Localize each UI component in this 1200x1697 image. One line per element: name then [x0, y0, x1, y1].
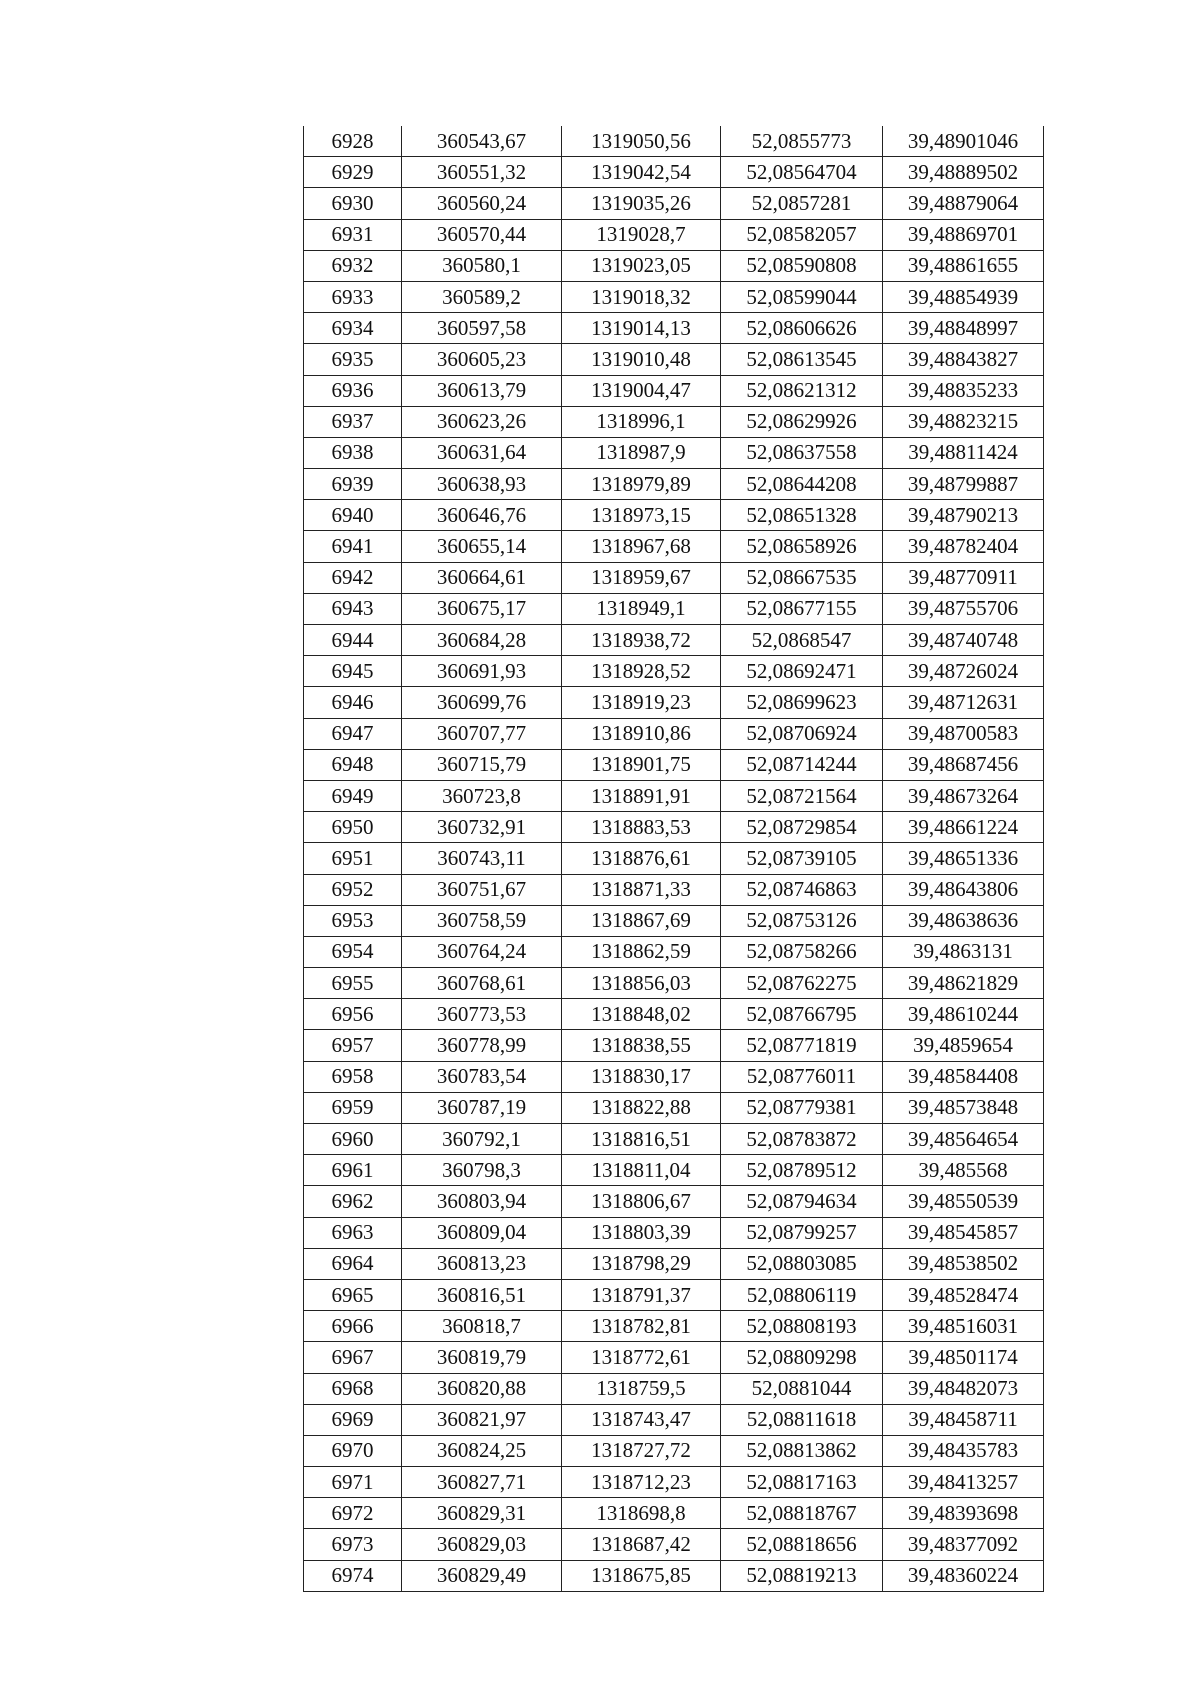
longitude-cell: 39,48869701 [883, 219, 1044, 250]
point-number-cell: 6942 [304, 562, 402, 593]
longitude-cell: 39,48413257 [883, 1467, 1044, 1498]
latitude-cell: 52,08582057 [721, 219, 883, 250]
latitude-cell: 52,08667535 [721, 562, 883, 593]
table-row [304, 1498, 1044, 1529]
x-coordinate-cell: 360580,1 [402, 250, 562, 281]
y-coordinate-cell: 1318772,61 [562, 1342, 721, 1373]
longitude-cell: 39,48621829 [883, 968, 1044, 999]
point-number-cell: 6934 [304, 313, 402, 344]
longitude-cell: 39,48799887 [883, 469, 1044, 500]
longitude-cell: 39,48901046 [883, 126, 1044, 157]
x-coordinate-cell: 360570,44 [402, 219, 562, 250]
x-coordinate-cell: 360818,7 [402, 1311, 562, 1342]
table-row [304, 1030, 1044, 1061]
x-coordinate-cell: 360631,64 [402, 437, 562, 468]
point-number-cell: 6945 [304, 656, 402, 687]
point-number-cell: 6973 [304, 1529, 402, 1560]
x-coordinate-cell: 360813,23 [402, 1248, 562, 1279]
x-coordinate-cell: 360605,23 [402, 344, 562, 375]
longitude-cell: 39,48651336 [883, 843, 1044, 874]
x-coordinate-cell: 360543,67 [402, 126, 562, 157]
longitude-cell: 39,48854939 [883, 281, 1044, 312]
table-row [304, 1404, 1044, 1435]
latitude-cell: 52,08677155 [721, 593, 883, 624]
point-number-cell: 6968 [304, 1373, 402, 1404]
y-coordinate-cell: 1318891,91 [562, 780, 721, 811]
y-coordinate-cell: 1318687,42 [562, 1529, 721, 1560]
table-row [304, 469, 1044, 500]
x-coordinate-cell: 360768,61 [402, 968, 562, 999]
latitude-cell: 52,08794634 [721, 1186, 883, 1217]
latitude-cell: 52,08806119 [721, 1279, 883, 1310]
table-row [304, 749, 1044, 780]
y-coordinate-cell: 1318791,37 [562, 1279, 721, 1310]
x-coordinate-cell: 360764,24 [402, 936, 562, 967]
longitude-cell: 39,48573848 [883, 1092, 1044, 1123]
x-coordinate-cell: 360773,53 [402, 999, 562, 1030]
y-coordinate-cell: 1318883,53 [562, 812, 721, 843]
latitude-cell: 52,08808193 [721, 1311, 883, 1342]
table-row [304, 313, 1044, 344]
longitude-cell: 39,48843827 [883, 344, 1044, 375]
table-row [304, 406, 1044, 437]
y-coordinate-cell: 1319035,26 [562, 188, 721, 219]
latitude-cell: 52,08766795 [721, 999, 883, 1030]
longitude-cell: 39,48740748 [883, 625, 1044, 656]
point-number-cell: 6971 [304, 1467, 402, 1498]
point-number-cell: 6956 [304, 999, 402, 1030]
point-number-cell: 6933 [304, 281, 402, 312]
y-coordinate-cell: 1318798,29 [562, 1248, 721, 1279]
table-row [304, 718, 1044, 749]
point-number-cell: 6967 [304, 1342, 402, 1373]
latitude-cell: 52,08699623 [721, 687, 883, 718]
y-coordinate-cell: 1318959,67 [562, 562, 721, 593]
point-number-cell: 6936 [304, 375, 402, 406]
y-coordinate-cell: 1318928,52 [562, 656, 721, 687]
latitude-cell: 52,08799257 [721, 1217, 883, 1248]
latitude-cell: 52,08753126 [721, 905, 883, 936]
x-coordinate-cell: 360809,04 [402, 1217, 562, 1248]
longitude-cell: 39,485568 [883, 1155, 1044, 1186]
y-coordinate-cell: 1319010,48 [562, 344, 721, 375]
latitude-cell: 52,08739105 [721, 843, 883, 874]
table-row [304, 1061, 1044, 1092]
y-coordinate-cell: 1318806,67 [562, 1186, 721, 1217]
longitude-cell: 39,48564654 [883, 1124, 1044, 1155]
longitude-cell: 39,48687456 [883, 749, 1044, 780]
latitude-cell: 52,08818767 [721, 1498, 883, 1529]
table-row [304, 157, 1044, 188]
point-number-cell: 6969 [304, 1404, 402, 1435]
latitude-cell: 52,08692471 [721, 656, 883, 687]
point-number-cell: 6932 [304, 250, 402, 281]
latitude-cell: 52,08644208 [721, 469, 883, 500]
x-coordinate-cell: 360691,93 [402, 656, 562, 687]
latitude-cell: 52,0881044 [721, 1373, 883, 1404]
table-row [304, 562, 1044, 593]
x-coordinate-cell: 360732,91 [402, 812, 562, 843]
table-row [304, 1124, 1044, 1155]
longitude-cell: 39,48538502 [883, 1248, 1044, 1279]
latitude-cell: 52,08606626 [721, 313, 883, 344]
longitude-cell: 39,48726024 [883, 656, 1044, 687]
longitude-cell: 39,48811424 [883, 437, 1044, 468]
latitude-cell: 52,08762275 [721, 968, 883, 999]
point-number-cell: 6948 [304, 749, 402, 780]
y-coordinate-cell: 1318867,69 [562, 905, 721, 936]
x-coordinate-cell: 360819,79 [402, 1342, 562, 1373]
longitude-cell: 39,48528474 [883, 1279, 1044, 1310]
x-coordinate-cell: 360783,54 [402, 1061, 562, 1092]
latitude-cell: 52,08651328 [721, 500, 883, 531]
table-row [304, 780, 1044, 811]
x-coordinate-cell: 360743,11 [402, 843, 562, 874]
table-row [304, 281, 1044, 312]
point-number-cell: 6950 [304, 812, 402, 843]
x-coordinate-cell: 360597,58 [402, 313, 562, 344]
point-number-cell: 6974 [304, 1560, 402, 1591]
point-number-cell: 6965 [304, 1279, 402, 1310]
y-coordinate-cell: 1318811,04 [562, 1155, 721, 1186]
latitude-cell: 52,08721564 [721, 780, 883, 811]
point-number-cell: 6960 [304, 1124, 402, 1155]
x-coordinate-cell: 360792,1 [402, 1124, 562, 1155]
longitude-cell: 39,48482073 [883, 1373, 1044, 1404]
longitude-cell: 39,48516031 [883, 1311, 1044, 1342]
point-number-cell: 6949 [304, 780, 402, 811]
latitude-cell: 52,08776011 [721, 1061, 883, 1092]
latitude-cell: 52,08813862 [721, 1435, 883, 1466]
x-coordinate-cell: 360816,51 [402, 1279, 562, 1310]
point-number-cell: 6944 [304, 625, 402, 656]
table-row [304, 126, 1044, 157]
x-coordinate-cell: 360829,49 [402, 1560, 562, 1591]
y-coordinate-cell: 1318876,61 [562, 843, 721, 874]
latitude-cell: 52,08779381 [721, 1092, 883, 1123]
point-number-cell: 6946 [304, 687, 402, 718]
coordinates-table-body [304, 126, 1044, 1591]
latitude-cell: 52,08714244 [721, 749, 883, 780]
y-coordinate-cell: 1318856,03 [562, 968, 721, 999]
table-row [304, 687, 1044, 718]
table-row [304, 531, 1044, 562]
latitude-cell: 52,08746863 [721, 874, 883, 905]
table-row [304, 500, 1044, 531]
longitude-cell: 39,48889502 [883, 157, 1044, 188]
point-number-cell: 6970 [304, 1435, 402, 1466]
latitude-cell: 52,08629926 [721, 406, 883, 437]
y-coordinate-cell: 1319014,13 [562, 313, 721, 344]
x-coordinate-cell: 360646,76 [402, 500, 562, 531]
point-number-cell: 6954 [304, 936, 402, 967]
y-coordinate-cell: 1318910,86 [562, 718, 721, 749]
y-coordinate-cell: 1319018,32 [562, 281, 721, 312]
latitude-cell: 52,0857281 [721, 188, 883, 219]
longitude-cell: 39,48782404 [883, 531, 1044, 562]
y-coordinate-cell: 1318698,8 [562, 1498, 721, 1529]
point-number-cell: 6963 [304, 1217, 402, 1248]
x-coordinate-cell: 360751,67 [402, 874, 562, 905]
table-row [304, 1217, 1044, 1248]
point-number-cell: 6953 [304, 905, 402, 936]
y-coordinate-cell: 1319023,05 [562, 250, 721, 281]
longitude-cell: 39,48393698 [883, 1498, 1044, 1529]
longitude-cell: 39,4859654 [883, 1030, 1044, 1061]
x-coordinate-cell: 360803,94 [402, 1186, 562, 1217]
longitude-cell: 39,48661224 [883, 812, 1044, 843]
longitude-cell: 39,48643806 [883, 874, 1044, 905]
table-row [304, 1248, 1044, 1279]
longitude-cell: 39,48835233 [883, 375, 1044, 406]
x-coordinate-cell: 360664,61 [402, 562, 562, 593]
table-row [304, 375, 1044, 406]
x-coordinate-cell: 360715,79 [402, 749, 562, 780]
latitude-cell: 52,08818656 [721, 1529, 883, 1560]
x-coordinate-cell: 360827,71 [402, 1467, 562, 1498]
x-coordinate-cell: 360829,03 [402, 1529, 562, 1560]
y-coordinate-cell: 1318712,23 [562, 1467, 721, 1498]
longitude-cell: 39,48610244 [883, 999, 1044, 1030]
longitude-cell: 39,48823215 [883, 406, 1044, 437]
latitude-cell: 52,08811618 [721, 1404, 883, 1435]
longitude-cell: 39,48501174 [883, 1342, 1044, 1373]
longitude-cell: 39,48550539 [883, 1186, 1044, 1217]
y-coordinate-cell: 1319050,56 [562, 126, 721, 157]
point-number-cell: 6929 [304, 157, 402, 188]
y-coordinate-cell: 1318949,1 [562, 593, 721, 624]
latitude-cell: 52,08817163 [721, 1467, 883, 1498]
table-row [304, 905, 1044, 936]
table-row [304, 625, 1044, 656]
point-number-cell: 6940 [304, 500, 402, 531]
table-row [304, 250, 1044, 281]
table-row [304, 1155, 1044, 1186]
point-number-cell: 6951 [304, 843, 402, 874]
table-row [304, 437, 1044, 468]
x-coordinate-cell: 360699,76 [402, 687, 562, 718]
longitude-cell: 39,48700583 [883, 718, 1044, 749]
longitude-cell: 39,48458711 [883, 1404, 1044, 1435]
point-number-cell: 6957 [304, 1030, 402, 1061]
table-row [304, 593, 1044, 624]
point-number-cell: 6955 [304, 968, 402, 999]
latitude-cell: 52,08809298 [721, 1342, 883, 1373]
y-coordinate-cell: 1318675,85 [562, 1560, 721, 1591]
table-row [304, 1435, 1044, 1466]
y-coordinate-cell: 1318967,68 [562, 531, 721, 562]
longitude-cell: 39,48770911 [883, 562, 1044, 593]
latitude-cell: 52,08771819 [721, 1030, 883, 1061]
longitude-cell: 39,48584408 [883, 1061, 1044, 1092]
latitude-cell: 52,08564704 [721, 157, 883, 188]
x-coordinate-cell: 360655,14 [402, 531, 562, 562]
y-coordinate-cell: 1318727,72 [562, 1435, 721, 1466]
table-row [304, 968, 1044, 999]
y-coordinate-cell: 1318830,17 [562, 1061, 721, 1092]
latitude-cell: 52,08590808 [721, 250, 883, 281]
table-row [304, 188, 1044, 219]
point-number-cell: 6952 [304, 874, 402, 905]
y-coordinate-cell: 1318862,59 [562, 936, 721, 967]
point-number-cell: 6964 [304, 1248, 402, 1279]
point-number-cell: 6962 [304, 1186, 402, 1217]
x-coordinate-cell: 360829,31 [402, 1498, 562, 1529]
x-coordinate-cell: 360684,28 [402, 625, 562, 656]
point-number-cell: 6947 [304, 718, 402, 749]
point-number-cell: 6939 [304, 469, 402, 500]
point-number-cell: 6959 [304, 1092, 402, 1123]
table-row [304, 344, 1044, 375]
latitude-cell: 52,08613545 [721, 344, 883, 375]
point-number-cell: 6930 [304, 188, 402, 219]
x-coordinate-cell: 360707,77 [402, 718, 562, 749]
x-coordinate-cell: 360589,2 [402, 281, 562, 312]
latitude-cell: 52,08783872 [721, 1124, 883, 1155]
y-coordinate-cell: 1318979,89 [562, 469, 721, 500]
latitude-cell: 52,08803085 [721, 1248, 883, 1279]
table-row [304, 1186, 1044, 1217]
latitude-cell: 52,08729854 [721, 812, 883, 843]
point-number-cell: 6928 [304, 126, 402, 157]
point-number-cell: 6958 [304, 1061, 402, 1092]
latitude-cell: 52,08637558 [721, 437, 883, 468]
longitude-cell: 39,48377092 [883, 1529, 1044, 1560]
latitude-cell: 52,08789512 [721, 1155, 883, 1186]
point-number-cell: 6966 [304, 1311, 402, 1342]
x-coordinate-cell: 360613,79 [402, 375, 562, 406]
latitude-cell: 52,0855773 [721, 126, 883, 157]
longitude-cell: 39,48360224 [883, 1560, 1044, 1591]
longitude-cell: 39,48545857 [883, 1217, 1044, 1248]
longitude-cell: 39,48435783 [883, 1435, 1044, 1466]
point-number-cell: 6972 [304, 1498, 402, 1529]
x-coordinate-cell: 360787,19 [402, 1092, 562, 1123]
table-row [304, 999, 1044, 1030]
longitude-cell: 39,48861655 [883, 250, 1044, 281]
longitude-cell: 39,48755706 [883, 593, 1044, 624]
x-coordinate-cell: 360623,26 [402, 406, 562, 437]
y-coordinate-cell: 1318987,9 [562, 437, 721, 468]
y-coordinate-cell: 1318803,39 [562, 1217, 721, 1248]
y-coordinate-cell: 1318838,55 [562, 1030, 721, 1061]
longitude-cell: 39,48790213 [883, 500, 1044, 531]
longitude-cell: 39,48879064 [883, 188, 1044, 219]
x-coordinate-cell: 360551,32 [402, 157, 562, 188]
point-number-cell: 6943 [304, 593, 402, 624]
x-coordinate-cell: 360821,97 [402, 1404, 562, 1435]
longitude-cell: 39,4863131 [883, 936, 1044, 967]
y-coordinate-cell: 1318759,5 [562, 1373, 721, 1404]
latitude-cell: 52,0868547 [721, 625, 883, 656]
y-coordinate-cell: 1318848,02 [562, 999, 721, 1030]
coordinates-table [303, 126, 1044, 1592]
longitude-cell: 39,48638636 [883, 905, 1044, 936]
longitude-cell: 39,48673264 [883, 780, 1044, 811]
x-coordinate-cell: 360758,59 [402, 905, 562, 936]
point-number-cell: 6938 [304, 437, 402, 468]
y-coordinate-cell: 1318996,1 [562, 406, 721, 437]
table-row [304, 1311, 1044, 1342]
table-row [304, 874, 1044, 905]
x-coordinate-cell: 360778,99 [402, 1030, 562, 1061]
table-row [304, 1342, 1044, 1373]
x-coordinate-cell: 360798,3 [402, 1155, 562, 1186]
table-row [304, 656, 1044, 687]
x-coordinate-cell: 360675,17 [402, 593, 562, 624]
table-row [304, 219, 1044, 250]
y-coordinate-cell: 1318938,72 [562, 625, 721, 656]
y-coordinate-cell: 1319042,54 [562, 157, 721, 188]
table-row [304, 1279, 1044, 1310]
x-coordinate-cell: 360560,24 [402, 188, 562, 219]
point-number-cell: 6961 [304, 1155, 402, 1186]
y-coordinate-cell: 1318822,88 [562, 1092, 721, 1123]
point-number-cell: 6937 [304, 406, 402, 437]
table-row [304, 1092, 1044, 1123]
y-coordinate-cell: 1318816,51 [562, 1124, 721, 1155]
table-row [304, 1373, 1044, 1404]
table-row [304, 1560, 1044, 1591]
table-row [304, 1467, 1044, 1498]
y-coordinate-cell: 1318782,81 [562, 1311, 721, 1342]
latitude-cell: 52,08621312 [721, 375, 883, 406]
x-coordinate-cell: 360638,93 [402, 469, 562, 500]
table-row [304, 936, 1044, 967]
table-row [304, 843, 1044, 874]
latitude-cell: 52,08819213 [721, 1560, 883, 1591]
longitude-cell: 39,48848997 [883, 313, 1044, 344]
latitude-cell: 52,08758266 [721, 936, 883, 967]
y-coordinate-cell: 1318973,15 [562, 500, 721, 531]
y-coordinate-cell: 1318919,23 [562, 687, 721, 718]
y-coordinate-cell: 1319004,47 [562, 375, 721, 406]
table-row [304, 1529, 1044, 1560]
x-coordinate-cell: 360820,88 [402, 1373, 562, 1404]
latitude-cell: 52,08658926 [721, 531, 883, 562]
x-coordinate-cell: 360723,8 [402, 780, 562, 811]
point-number-cell: 6931 [304, 219, 402, 250]
x-coordinate-cell: 360824,25 [402, 1435, 562, 1466]
longitude-cell: 39,48712631 [883, 687, 1044, 718]
latitude-cell: 52,08706924 [721, 718, 883, 749]
table-row [304, 812, 1044, 843]
point-number-cell: 6935 [304, 344, 402, 375]
point-number-cell: 6941 [304, 531, 402, 562]
y-coordinate-cell: 1318743,47 [562, 1404, 721, 1435]
y-coordinate-cell: 1318871,33 [562, 874, 721, 905]
y-coordinate-cell: 1319028,7 [562, 219, 721, 250]
y-coordinate-cell: 1318901,75 [562, 749, 721, 780]
latitude-cell: 52,08599044 [721, 281, 883, 312]
